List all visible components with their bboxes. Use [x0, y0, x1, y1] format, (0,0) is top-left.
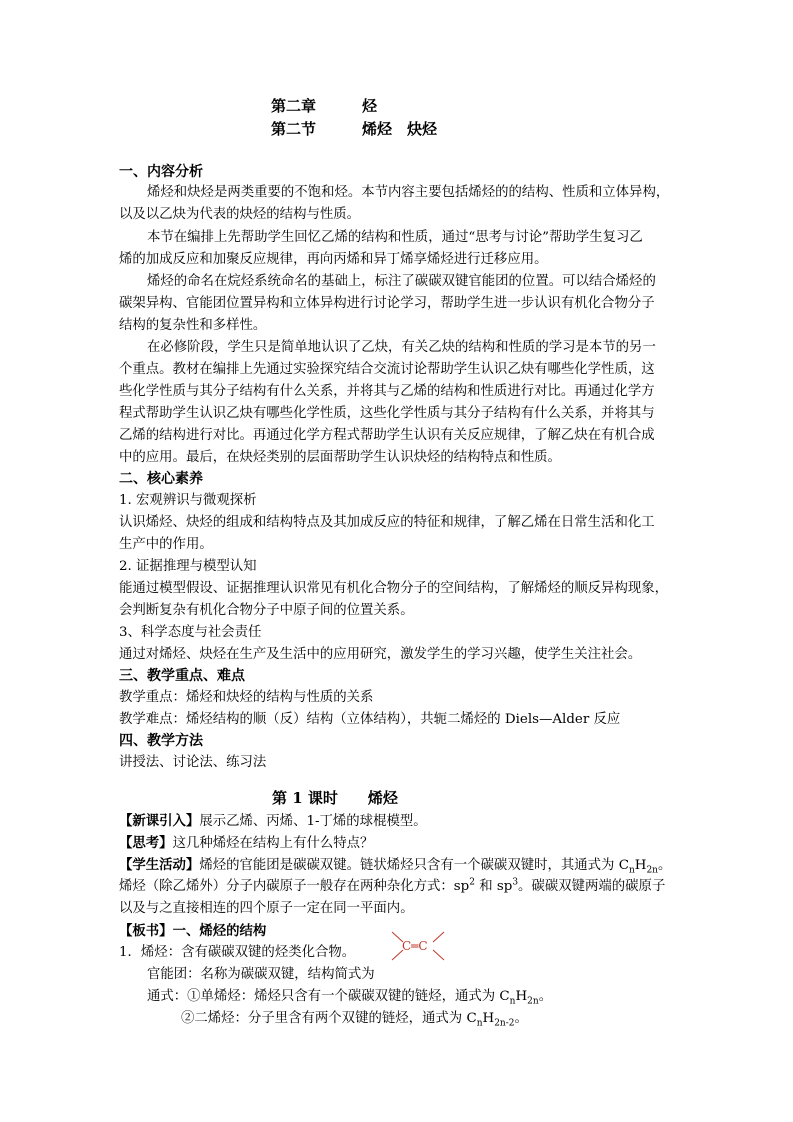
paragraph-line: 能通过模型假设、证据推理认识常见有机化合物分子的空间结构，了解烯烃的顺反异构现象，	[119, 581, 669, 596]
paragraph-line: 在必修阶段，学生只是简单地认识了乙炔，有关乙炔的结构和性质的学习是本节的另一	[147, 340, 656, 355]
definition-line: 官能团：名称为碳碳双键，结构简式为	[147, 967, 375, 982]
subscript: 2n-2	[494, 1018, 515, 1029]
paragraph-line: 中的应用。最后，在炔烃类别的层面帮助学生认识炔烃的结构特点和性质。	[119, 450, 561, 465]
chapter-label: 第二章	[271, 97, 317, 115]
activity-text: 。	[657, 858, 672, 873]
activity-line	[119, 857, 671, 874]
section-heading-core-literacy: 二、核心素养	[119, 471, 203, 487]
double-bond-formula: C═C	[402, 939, 428, 953]
subscript: 2n	[527, 996, 539, 1007]
paragraph-line: 乙烯的结构进行对比。再通过化学方程式帮助学生认识有关反应规律，了解乙炔在有机合成	[119, 428, 655, 443]
subscript: 2n	[646, 865, 658, 876]
superscript: 2	[469, 877, 475, 888]
paragraph-line: 认识烯烃、炔烃的组成和结构特点及其加成反应的特征和规律，了解乙烯在日常生活和化工	[119, 515, 655, 530]
subscript: n	[476, 1018, 483, 1029]
definition-text: ②二烯烃：分子里含有两个双键的链烃，通式为 C	[181, 1011, 477, 1026]
paragraph-line: 会判断复杂有机化合物分子中原子间的位置关系。	[119, 603, 414, 618]
activity-text: 和 sp	[474, 879, 513, 894]
paragraph-line: 通过对烯烃、炔烃在生产及生活中的应用研究，激发学生的学习兴趣，使学生关注社会。	[119, 647, 642, 662]
double-bond-structure	[388, 928, 448, 972]
subscript: n	[628, 865, 635, 876]
activity-text: H	[634, 858, 647, 873]
diene-formula-line	[181, 1011, 528, 1027]
list-item: 1. 宏观辨识与微观探析	[119, 493, 257, 508]
paragraph-line: 些化学性质与其分子结构有什么关系，并将其与乙烯的结构和性质进行对比。再通过化学方	[119, 384, 655, 399]
superscript: 3	[512, 877, 519, 888]
definition-text: 。	[538, 989, 553, 1004]
section-heading-key-points: 三、教学重点、难点	[119, 668, 245, 684]
intro-tag: 【新课引入】	[119, 813, 200, 829]
subscript: n	[509, 996, 516, 1007]
paragraph-line: 烯的加成反应和加聚反应规律，再向丙烯和异丁烯享烯烃进行迁移应用。	[119, 252, 548, 267]
paragraph-line: 结构的复杂性和多样性。	[119, 318, 267, 333]
definition-text: H	[515, 989, 528, 1004]
definition-line: 1．烯烃：含有碳碳双键的烃类化合物。	[119, 945, 356, 960]
paragraph-line: 碳架异构、官能团位置异构和立体异构进行讨论学习，帮助学生进一步认识有机化合物分子	[119, 296, 655, 311]
activity-tag: 【学生活动】	[119, 857, 200, 873]
think-text: 这几种烯烃在结构上有什么特点？	[172, 836, 374, 851]
section-label: 第二节	[271, 120, 317, 138]
paragraph-line: 烯烃的命名在烷烃系统命名的基础上，标注了碳碳双键官能团的位置。可以结合烯烃的	[147, 274, 656, 289]
general-formula-line	[147, 989, 552, 1005]
activity-text: 。碳碳双键两端的碳原子	[518, 879, 666, 894]
definition-text: 。	[514, 1011, 528, 1026]
activity-text: 烯烃（除乙烯外）分子内碳原子一般存在两种杂化方式：sp	[119, 879, 470, 894]
chapter-title: 烃	[362, 97, 378, 115]
board-text: 一、烯烃的结构	[172, 923, 267, 939]
board-tag: 【板书】	[119, 923, 173, 939]
paragraph-line: 讲授法、讨论法、练习法	[119, 755, 267, 770]
paragraph-line: 生产中的作用。	[119, 537, 213, 552]
definition-text: 通式：①单烯烃：烯烃只含有一个碳碳双键的链烃，通式为 C	[147, 989, 510, 1004]
list-item: 2. 证据推理与模型认知	[119, 559, 257, 574]
activity-line-3: 以及与之直接相连的四个原子一定在同一平面内。	[119, 901, 414, 916]
activity-line-2	[119, 879, 665, 895]
activity-text: 烯烃的官能团是碳碳双键。链状烯烃只含有一个碳碳双键时，其通式为 C	[199, 858, 629, 873]
definition-text: H	[482, 1011, 495, 1026]
lesson-title: 第 1 课时 烯烃	[272, 789, 398, 807]
board-line	[119, 923, 266, 940]
section-title: 烯烃 炔烃	[362, 120, 438, 138]
paragraph-line: 教学重点：烯烃和炔烃的结构与性质的关系	[119, 690, 374, 705]
paragraph-line: 烯烃和炔烃是两类重要的不饱和烃。本节内容主要包括烯烃的的结构、性质和立体异构，	[147, 185, 670, 200]
think-line	[119, 835, 373, 852]
intro-line	[119, 813, 427, 830]
paragraph-line: 本节在编排上先帮助学生回忆乙烯的结构和性质，通过“思考与讨论”帮助学生复习乙	[147, 230, 643, 245]
paragraph-line: 程式帮助学生认识乙炔有哪些化学性质，这些化学性质与其分子结构有什么关系，并将其与	[119, 406, 655, 421]
paragraph-line: 教学难点：烯烃结构的顺（反）结构（立体结构），共轭二烯烃的 Diels—Alder 反应	[119, 712, 621, 727]
think-tag: 【思考】	[119, 835, 173, 851]
section-heading-methods: 四、教学方法	[119, 733, 203, 749]
list-item: 3、科学态度与社会责任	[119, 625, 262, 640]
intro-text: 展示乙烯、丙烯、1-丁烯的球棍模型。	[199, 814, 427, 829]
paragraph-line: 个重点。教材在编排上先通过实验探究结合交流讨论帮助学生认识乙炔有哪些化学性质，这	[119, 362, 655, 377]
paragraph-line: 以及以乙炔为代表的炔烃的结构与性质。	[119, 207, 361, 222]
section-heading-content-analysis: 一、内容分析	[119, 164, 203, 180]
